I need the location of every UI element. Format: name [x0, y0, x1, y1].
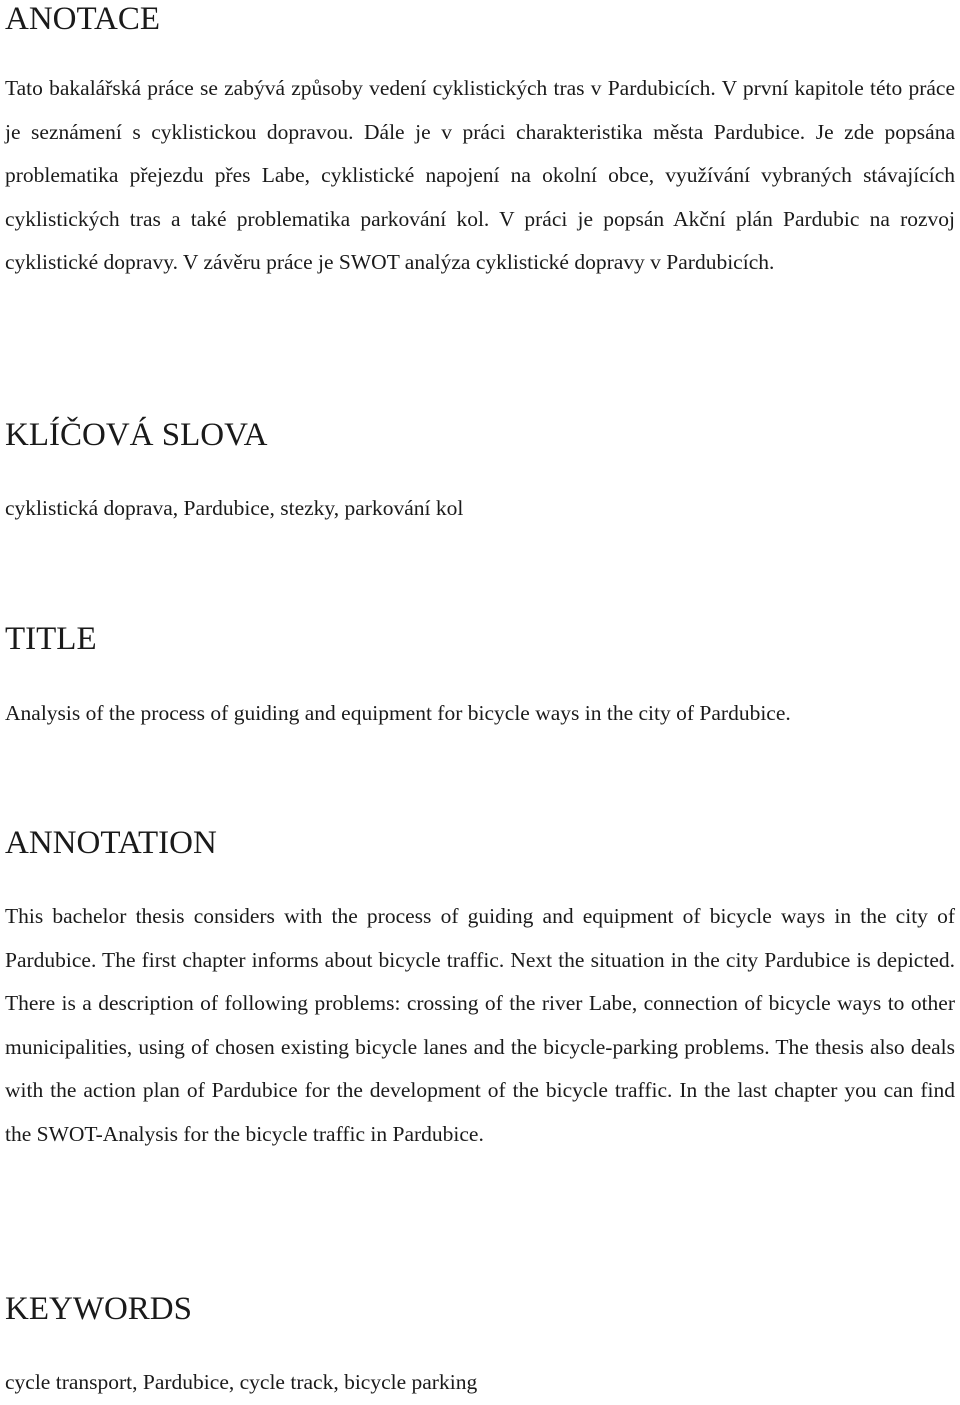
klicova-slova-text: cyklistická doprava, Pardubice, stezky, parkování kol	[5, 496, 464, 520]
annotation-heading: ANNOTATION	[5, 825, 217, 861]
klicova-slova-heading: KLÍČOVÁ SLOVA	[5, 417, 268, 453]
keywords-text: cycle transport, Pardubice, cycle track, bicycle parking	[5, 1370, 478, 1394]
title-heading: TITLE	[5, 621, 97, 657]
annotation-paragraph: This bachelor thesis considers with the process of guiding and equipment of bicycle ways in the city of Pardubice. The first chapter informs about bicycle traffic. Next the situation in the city Pardubice is depicted. There is a description of following problems: crossing of the river Labe, connection of bicycle ways to other municipalities, using of chosen existing bicycle lanes and the bicycle-parking problems. The thesis also deals with the action plan of Pardubice for the development of the bicycle traffic. In the last chapter you can find the SWOT-Analysis for the bicycle traffic in Pardubice.	[5, 904, 955, 1146]
keywords-heading: KEYWORDS	[5, 1291, 192, 1327]
title-text: Analysis of the process of guiding and equipment for bicycle ways in the city of Pardubice.	[5, 701, 791, 725]
anotace-paragraph: Tato bakalářská práce se zabývá způsoby vedení cyklistických tras v Pardubicích. V první kapitole této práce je seznámení s cyklistickou dopravou. Dále je v práci charakteristika města Pardubice. Je zde popsána problematika přejezdu přes Labe, cyklistické napojení na okolní obce, využívání vybraných stávajících cyklistických tras a také problematika parkování kol. V práci je popsán Akční plán Pardubic na rozvoj cyklistické dopravy. V závěru práce je SWOT analýza cyklistické dopravy v Pardubicích.	[5, 76, 955, 274]
anotace-heading: ANOTACE	[5, 1, 161, 37]
